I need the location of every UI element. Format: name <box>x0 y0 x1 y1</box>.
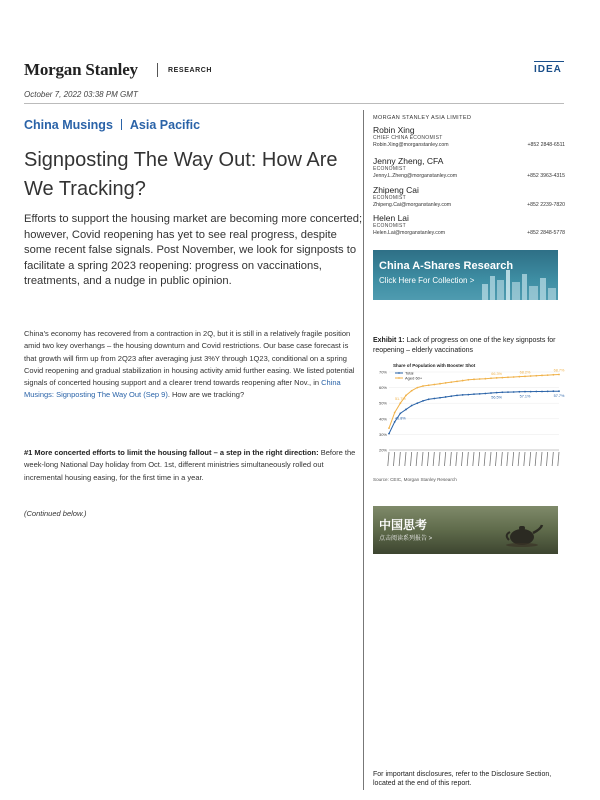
data-point <box>473 378 475 380</box>
data-label: 57.1% <box>519 394 531 399</box>
data-point <box>507 391 509 393</box>
legend-label: Total <box>405 370 414 376</box>
data-label: 68.7% <box>553 368 565 373</box>
legend-swatch-dot <box>398 377 400 379</box>
analyst-name: Helen Lai <box>373 213 409 223</box>
data-point <box>428 384 430 386</box>
analyst-email[interactable]: Helen.Lai@morganstanley.com <box>373 230 446 236</box>
data-point <box>547 374 549 376</box>
data-point <box>479 393 481 395</box>
data-point <box>484 393 486 395</box>
y-tick-label: 60% <box>378 385 387 391</box>
x-tick-mark <box>461 452 462 466</box>
y-tick-label: 40% <box>378 416 387 422</box>
analyst-email[interactable]: Robin.Xing@morganstanley.com <box>373 142 449 148</box>
lede-paragraph: Efforts to support the housing market are becoming more concerted; however, Covid reopening has yet to see real progress, despite some recent false signals. Post November, we look for signposts to facilitate a spring 2023 reopening: progress on vaccinations, treatments, and a nudge in public opinion. <box>24 213 363 288</box>
chart-title: Share of Population with Booster Shot <box>393 363 476 368</box>
x-tick-mark <box>529 452 530 466</box>
data-point <box>490 392 492 394</box>
data-label: 57.7% <box>553 394 565 399</box>
data-point <box>530 391 532 393</box>
body-text-end: . How are we tracking? <box>167 390 245 400</box>
series-line-aged-60- <box>389 375 559 429</box>
data-point <box>428 398 430 400</box>
data-point <box>450 381 452 383</box>
research-label: RESEARCH <box>168 67 213 74</box>
data-point <box>462 394 464 396</box>
analyst-card <box>373 125 565 148</box>
x-tick-mark <box>388 452 389 466</box>
report-title: Signposting The Way Out: How Are We Tracking? <box>24 149 338 200</box>
x-tick-mark <box>552 452 553 466</box>
data-point <box>496 377 498 379</box>
firm-name: MORGAN STANLEY ASIA LIMITED <box>373 115 472 121</box>
column-divider <box>363 110 364 790</box>
series-name[interactable]: China Musings <box>24 118 113 132</box>
data-point <box>416 402 418 404</box>
y-tick-label: 70% <box>378 369 387 375</box>
data-point <box>394 412 396 414</box>
data-point <box>433 398 435 400</box>
analyst-phone: +852 3963-4315 <box>527 173 565 179</box>
banner-title: China A-Shares Research <box>379 260 514 272</box>
x-tick-mark <box>422 452 423 466</box>
analyst-phone: +852 2848-6511 <box>527 142 565 148</box>
data-point <box>467 394 469 396</box>
data-label: 51.7% <box>394 397 406 402</box>
data-point <box>422 385 424 387</box>
analyst-role: ECONOMIST <box>373 223 406 229</box>
x-tick-mark <box>507 452 508 466</box>
analyst-role: ECONOMIST <box>373 195 406 201</box>
exhibit-label: Exhibit 1: <box>373 337 405 344</box>
data-point <box>535 375 537 377</box>
data-point <box>558 390 560 392</box>
analyst-name: Jenny Zheng, CFA <box>373 156 444 166</box>
data-point <box>541 375 543 377</box>
continued-note: (Continued below.) <box>24 509 87 518</box>
x-tick-mark <box>535 452 536 466</box>
brand-logo: Morgan Stanley <box>24 60 138 79</box>
x-tick-mark <box>473 452 474 466</box>
a-shares-banner[interactable] <box>373 250 558 300</box>
data-point <box>552 390 554 392</box>
data-point <box>496 392 498 394</box>
analyst-phone: +852 2239-7820 <box>527 202 565 208</box>
analyst-card <box>373 213 565 236</box>
data-point <box>524 375 526 377</box>
data-point <box>450 395 452 397</box>
y-tick-label: 20% <box>378 447 387 453</box>
data-point <box>490 377 492 379</box>
data-label: 68.2% <box>519 370 531 375</box>
x-tick-mark <box>393 452 394 466</box>
analyst-card <box>373 185 565 208</box>
data-point <box>501 391 503 393</box>
data-point <box>399 412 401 414</box>
data-point <box>467 379 469 381</box>
x-tick-mark <box>495 452 496 466</box>
data-point <box>518 391 520 393</box>
data-point <box>558 374 560 376</box>
disclosure-note: For important disclosures, refer to the Disclosure Section, located at the end of this report. <box>373 771 552 787</box>
data-label: 46.8% <box>394 416 406 421</box>
data-point <box>422 400 424 402</box>
data-point <box>552 374 554 376</box>
analyst-email[interactable]: Jenny.L.Zheng@morganstanley.com <box>373 173 458 179</box>
x-tick-mark <box>439 452 440 466</box>
x-tick-mark <box>501 452 502 466</box>
banner-cta[interactable]: 点击阅读系列报告 > <box>379 536 433 542</box>
body-text: China's economy has recovered from a contraction in 2Q, but it is still in a relatively fragile position amid two key overhangs – the housing downturn and Covid restrictions. Our base case forecast is that growth will firm up from 2Q23 after averaging just 3%Y through 1Q23, conditional on a spring Covid reopening and gradual stabilization in housing activity amid further easing. We listed potential signals of concerted housing support and a clearer trend towards reopening after Nov., in <box>24 329 355 388</box>
analyst-phone: +852 2848-5778 <box>527 230 565 236</box>
legend-swatch-dot <box>398 372 400 374</box>
x-tick-mark <box>490 452 491 466</box>
analyst-name: Robin Xing <box>373 125 415 135</box>
banner-cta[interactable]: Click Here For Collection > <box>379 276 475 285</box>
x-tick-mark <box>427 452 428 466</box>
data-point <box>530 375 532 377</box>
data-point <box>513 376 515 378</box>
analyst-email[interactable]: Zhipeng.Cai@morganstanley.com <box>373 202 452 208</box>
data-point <box>411 405 413 407</box>
y-tick-label: 50% <box>378 400 387 406</box>
data-point <box>416 387 418 389</box>
data-point <box>547 390 549 392</box>
data-point <box>439 383 441 385</box>
data-point <box>524 391 526 393</box>
idea-rule <box>534 61 564 62</box>
x-tick-mark <box>541 452 542 466</box>
data-point <box>513 391 515 393</box>
data-label: 56.5% <box>491 395 503 400</box>
legend-label: Aged 60+ <box>405 375 423 381</box>
data-point <box>388 427 390 429</box>
data-point <box>473 393 475 395</box>
data-point <box>456 395 458 397</box>
data-point <box>535 391 537 393</box>
china-thinking-banner[interactable] <box>373 506 558 554</box>
data-point <box>388 433 390 435</box>
x-tick-mark <box>484 452 485 466</box>
x-tick-mark <box>456 452 457 466</box>
data-point <box>541 391 543 393</box>
data-point <box>433 384 435 386</box>
logo-divider <box>157 63 158 77</box>
x-tick-mark <box>410 452 411 466</box>
data-point <box>439 397 441 399</box>
body-text: Before the week-long National Day holiday from Oct. 1st, different ministries simultaneously rolled out incremental housing easing, for the first time in a year. <box>24 448 356 482</box>
data-point <box>518 376 520 378</box>
data-point <box>394 421 396 423</box>
publish-date: October 7, 2022 03:38 PM GMT <box>24 90 138 99</box>
x-tick-mark <box>467 452 468 466</box>
teapot-icon <box>502 519 544 547</box>
data-point <box>479 378 481 380</box>
series-header <box>24 118 200 132</box>
chart-source: Source: CEIC, Morgan Stanley Research <box>373 477 457 482</box>
x-tick-mark <box>512 452 513 466</box>
header-divider <box>24 103 564 104</box>
x-tick-mark <box>558 452 559 466</box>
series-line-total <box>389 391 559 433</box>
data-point <box>405 395 407 397</box>
idea-label: IDEA <box>534 64 562 75</box>
analyst-role: ECONOMIST <box>373 166 406 172</box>
region-name[interactable]: Asia Pacific <box>129 118 201 132</box>
analyst-role: CHIEF CHINA ECONOMIST <box>373 135 443 141</box>
banner-title: 中国思考 <box>379 518 428 532</box>
data-point <box>445 396 447 398</box>
exhibit-caption <box>373 336 563 355</box>
x-tick-mark <box>478 452 479 466</box>
x-tick-mark <box>546 452 547 466</box>
data-point <box>445 382 447 384</box>
data-point <box>399 402 401 404</box>
x-tick-mark <box>399 452 400 466</box>
data-point <box>462 380 464 382</box>
x-tick-mark <box>524 452 525 466</box>
x-tick-mark <box>518 452 519 466</box>
report-link[interactable]: China Musings: Signposting The Way Out (Sep 9) <box>24 378 341 400</box>
series-divider <box>121 119 122 130</box>
data-point <box>501 377 503 379</box>
analyst-name: Zhipeng Cai <box>373 185 419 195</box>
data-point <box>484 378 486 380</box>
data-point <box>411 390 413 392</box>
data-point <box>507 376 509 378</box>
body-paragraph-2 <box>24 447 359 484</box>
exhibit-text: Lack of progress on one of the key signposts for reopening – elderly vaccinations <box>373 337 556 354</box>
data-point <box>405 409 407 411</box>
body-paragraph-1 <box>24 328 359 402</box>
data-label: 66.3% <box>491 371 503 376</box>
x-tick-mark <box>450 452 451 466</box>
data-point <box>456 380 458 382</box>
x-tick-mark <box>433 452 434 466</box>
x-tick-mark <box>416 452 417 466</box>
x-tick-mark <box>405 452 406 466</box>
analyst-card <box>373 156 565 179</box>
section-heading: #1 More concerted efforts to limit the housing fallout – a step in the right direction: <box>24 448 319 457</box>
x-tick-mark <box>444 452 445 466</box>
y-tick-label: 30% <box>378 431 387 437</box>
booster-chart <box>373 360 563 472</box>
